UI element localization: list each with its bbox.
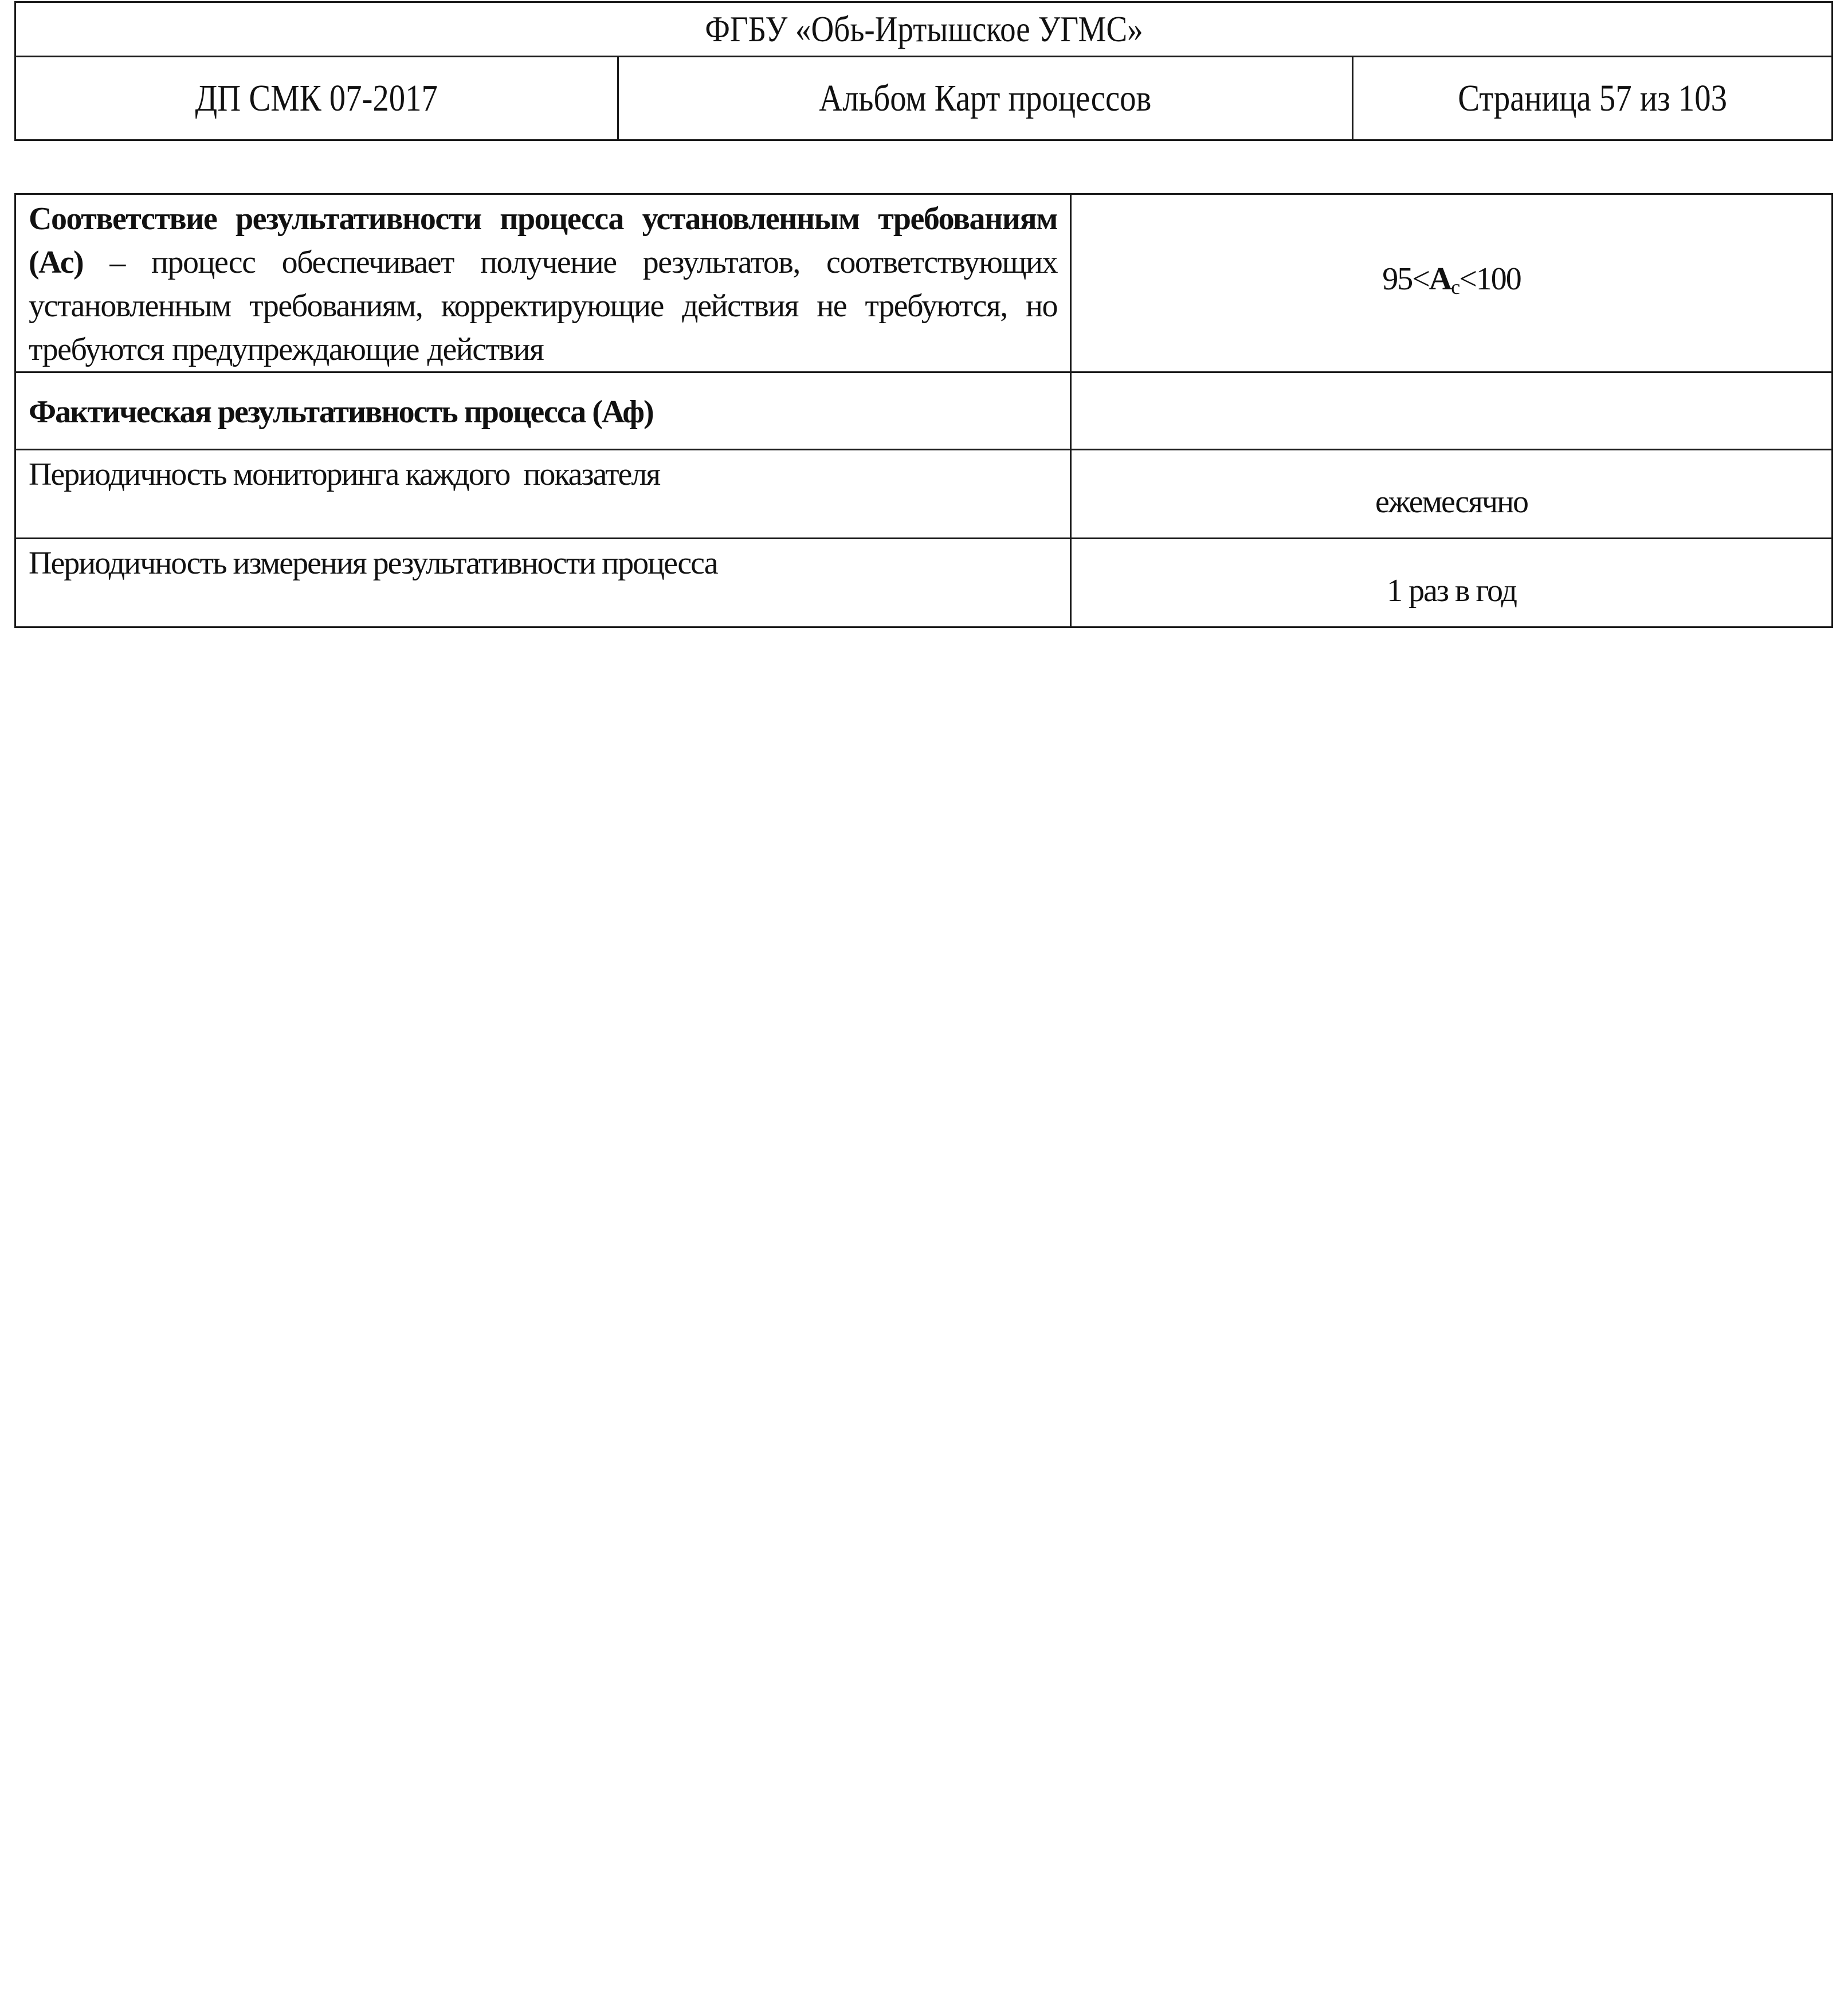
document-title-cell <box>618 57 1353 140</box>
page-info: Страница 57 из 103 <box>1458 77 1727 119</box>
document-header-table <box>14 1 1833 141</box>
compliance-value-cell <box>1071 194 1833 372</box>
compliance-value <box>1382 261 1521 297</box>
page-info-cell <box>1353 57 1833 140</box>
table-row <box>15 539 1833 627</box>
table-row <box>15 450 1833 539</box>
document-code: ДП СМК 07-2017 <box>195 77 438 119</box>
table-row <box>15 194 1833 372</box>
monitoring-frequency-value-cell <box>1071 450 1833 539</box>
compliance-label-description: – процесс обеспечивает получение результатов, соответствующих установленным требованиям, корректирующие действия не требуются, но требуются предупреждающие действия <box>29 245 1057 367</box>
monitoring-frequency-label-cell <box>15 450 1071 539</box>
monitoring-frequency-label: Периодичность мониторинга каждого показателя <box>29 457 660 492</box>
actual-effectiveness-value-cell <box>1071 372 1833 450</box>
actual-effectiveness-label-cell <box>15 372 1071 450</box>
measurement-frequency-label-cell <box>15 539 1071 627</box>
compliance-label <box>29 197 1057 371</box>
table-row <box>15 372 1833 450</box>
measurement-frequency-value: 1 раз в год <box>1387 573 1516 609</box>
actual-effectiveness-label: Фактическая результативность процесса (Аф) <box>29 394 653 430</box>
measurement-frequency-value-cell <box>1071 539 1833 627</box>
measurement-frequency-label: Периодичность измерения результативности процесса <box>29 546 717 581</box>
header-meta-row <box>15 57 1833 140</box>
document-title: Альбом Карт процессов <box>819 77 1152 119</box>
compliance-value-subscript: с <box>1451 276 1459 299</box>
compliance-label-cell <box>15 194 1071 372</box>
compliance-value-suffix: <100 <box>1459 261 1521 297</box>
header-title-row <box>15 2 1833 57</box>
compliance-label-bold: Соответствие результативности процесса установленным требованиям (Ас) <box>29 201 1057 280</box>
monitoring-frequency-value: ежемесячно <box>1375 484 1528 520</box>
compliance-value-prefix: 95< <box>1382 261 1429 297</box>
compliance-value-symbol: А <box>1429 261 1451 297</box>
document-code-cell <box>15 57 618 140</box>
process-effectiveness-table <box>14 193 1833 628</box>
organization-name: ФГБУ «Обь-Иртышское УГМС» <box>142 2 1705 57</box>
